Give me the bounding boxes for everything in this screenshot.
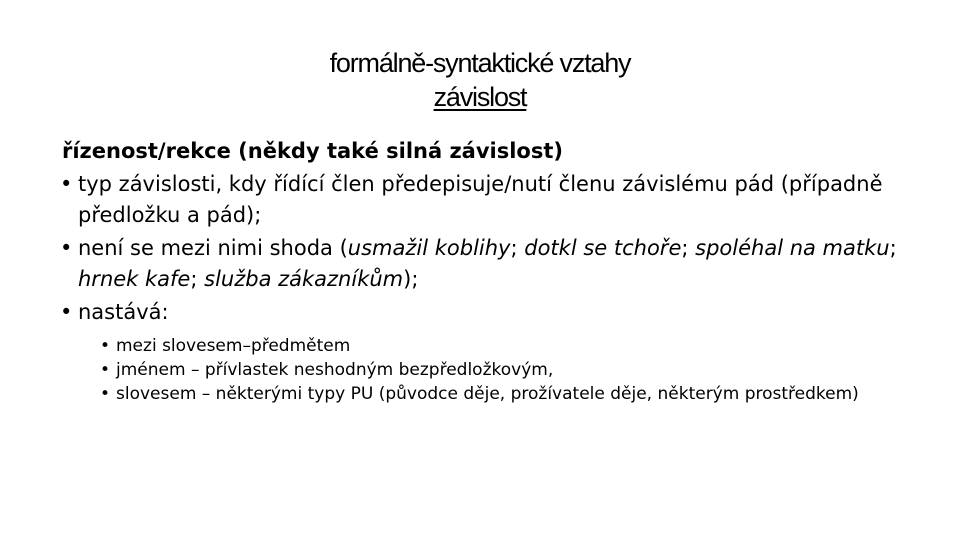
text-run: ; xyxy=(190,267,205,291)
title-block xyxy=(180,46,780,114)
list-item xyxy=(60,169,920,231)
bullet-icon: • xyxy=(100,384,111,404)
text-run: není se mezi nimi shoda ( xyxy=(78,236,348,260)
sub-list-item xyxy=(100,358,920,382)
bullet-icon: • xyxy=(60,172,73,196)
section-heading: řízenost/rekce (někdy také silná závislost) xyxy=(62,139,563,163)
example-phrase: spoléhal na matku xyxy=(695,236,890,260)
list-item-text xyxy=(78,236,897,291)
list-item xyxy=(60,233,920,295)
example-phrase: služba zákazníkům xyxy=(204,267,404,291)
text-run: ; xyxy=(889,236,897,260)
content-area xyxy=(60,136,920,406)
sub-list-item-text: jménem – přívlastek neshodným bezpředložkovým, xyxy=(116,360,554,380)
slide-subtitle: závislost xyxy=(433,82,527,112)
example-phrase: dotkl se tchoře xyxy=(524,236,682,260)
sub-list-item-text: slovesem – některými typy PU (původce děje, prožívatele děje, některým prostředkem) xyxy=(116,384,859,404)
example-phrase: hrnek kafe xyxy=(78,267,191,291)
bullet-icon: • xyxy=(60,300,73,324)
bullet-icon: • xyxy=(100,360,111,380)
sub-list-item-text: mezi slovesem–předmětem xyxy=(116,336,351,356)
example-phrase: usmažil koblihy xyxy=(347,236,511,260)
sub-list xyxy=(100,334,920,406)
text-run: ; xyxy=(510,236,525,260)
list-item-text: nastává: xyxy=(78,300,169,324)
bullet-icon: • xyxy=(100,336,111,356)
text-run: ; xyxy=(681,236,696,260)
slide-title: formálně-syntaktické vztahy xyxy=(329,48,631,78)
bullet-icon: • xyxy=(60,236,73,260)
sub-list-item xyxy=(100,334,920,358)
sub-list-item xyxy=(100,382,920,406)
list-item-text: typ závislosti, kdy řídící člen předepisuje/nutí členu závislému pád (případně předložku a pád); xyxy=(78,172,883,227)
text-run: ); xyxy=(403,267,419,291)
list-item xyxy=(60,297,920,328)
